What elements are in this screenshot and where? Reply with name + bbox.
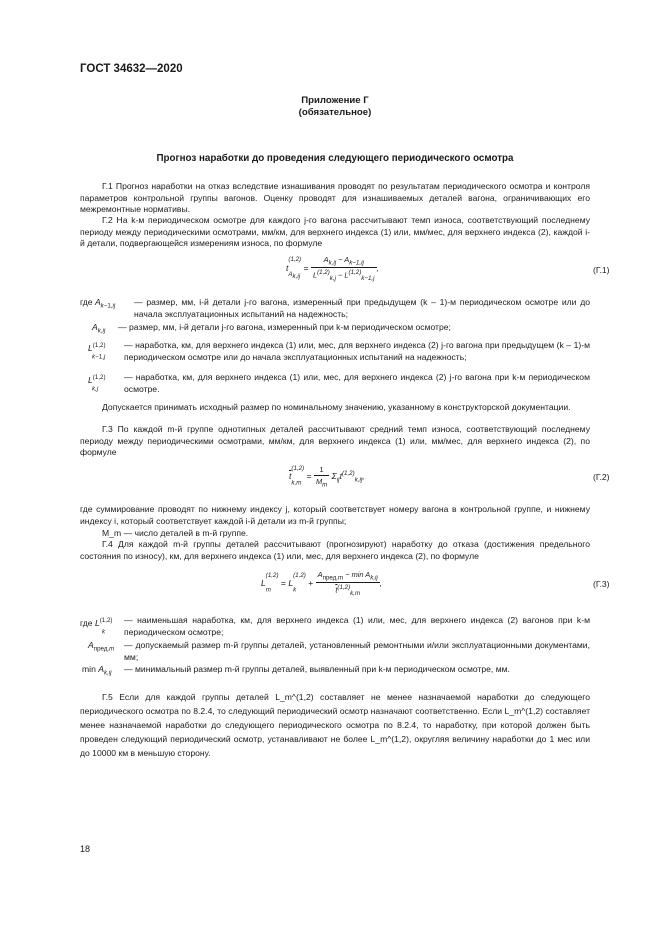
paragraph-g1: Г.1 Прогноз наработки на отказ вследствие изнашивания проводят по результатам периодического осмотра и контроля параметров контрольной группы вагонов. Оценку проводят для изнашиваемых деталей вагона, ограничивающих его межремонтные нормативы. [80, 181, 590, 215]
appendix-status: (обязательное) [298, 107, 372, 118]
formula-number-g1: (Г.1) [593, 265, 610, 275]
paragraph-g4: Г.4 Для каждой m-й группы деталей рассчитывают (прогнозируют) наработку до отказа (достижения предельного состояния по износу), км, для верхнего индекса (1) или, мес, для верхнего индекса (2), по формуле [80, 539, 590, 561]
page-number: 18 [80, 844, 91, 854]
paragraph-g3-where: где суммирование проводят по нижнему индексу j, который соответствует номеру вагона в контрольной группе, и нижнему индексу i, который соответствует каждой i-й детали из m-й группы; [80, 504, 590, 526]
paragraph-g3: Г.3 По каждой m-й группе однотипных деталей рассчитывают средний темп износа, соответствующий последнему периоду между периодическими осмотрами, мм/км, для верхнего индекса (1) или, мм/мес, для верхнего индекса (2), по формуле [80, 424, 590, 458]
formula-g2: $\overline{t}^{(1,2)}$ $_{k,m}$ = $\frac{1}{M_m}$ $\Sigma_{ij}t^{(1,2)}_{k,ij}$, [289, 465, 365, 489]
formula-g1: $t^{(1,2)}$ $_{A_{k,ij}}$ = $\frac{A_{k,ij} - A_{k-1,ij}}{L^{(1,2)}_{k,j} - L^{(1,2)}_{k-1,j}}$ , [286, 255, 379, 283]
paragraph-g3-mm: M_m — число деталей в m-й группе. [102, 528, 249, 538]
standard-header: ГОСТ 34632—2020 [80, 63, 183, 75]
paragraph-note-initial: Допускается принимать исходный размер по номинальному значению, указанному в конструкторской документации. [102, 402, 571, 412]
paragraph-g5: Г.5 Если для каждой группы деталей L_m^(1,2) составляет не менее назначаемой наработки до следующего периодического осмотра по 8.2.4, то следующий периодический осмотр назначают соответственно. Если L_m^(1,2) составляет менее назначаемой наработки до следующего периодического осмотра по 8.2.4, то наработку, при которой должен быть проведен следующий периодический осмотр, устанавливают не более L_m^(1,2), округляя величину наработки до 1 мес или до 10000 км в меньшую сторону. [80, 692, 590, 758]
section-title: Прогноз наработки до проведения следующего периодического осмотра [156, 153, 514, 164]
formula-g3: L$^{(1,2)}$ $_m$ = L$^{(1,2)}$ $_k$ + $\frac{A_{пред.m} - \min A_{k,ij}}{\overline{t}^{(1,2)}_{k,m}}$ , [261, 570, 383, 598]
paragraph-g2: Г.2 На k-м периодическом осмотре для каждого j-го вагона рассчитывают темп износа, соответствующий последнему периоду между периодическими осмотрами, мм/км, для верхнего индекса (1) или, мм/мес, для верхнего индекса (2), каждой i-й детали, подвергающейся измерениям износа, по формуле [80, 215, 590, 249]
formula-number-g2: (Г.2) [593, 472, 610, 482]
appendix-title: Приложение Г [301, 95, 369, 106]
formula-number-g3: (Г.3) [593, 579, 610, 589]
